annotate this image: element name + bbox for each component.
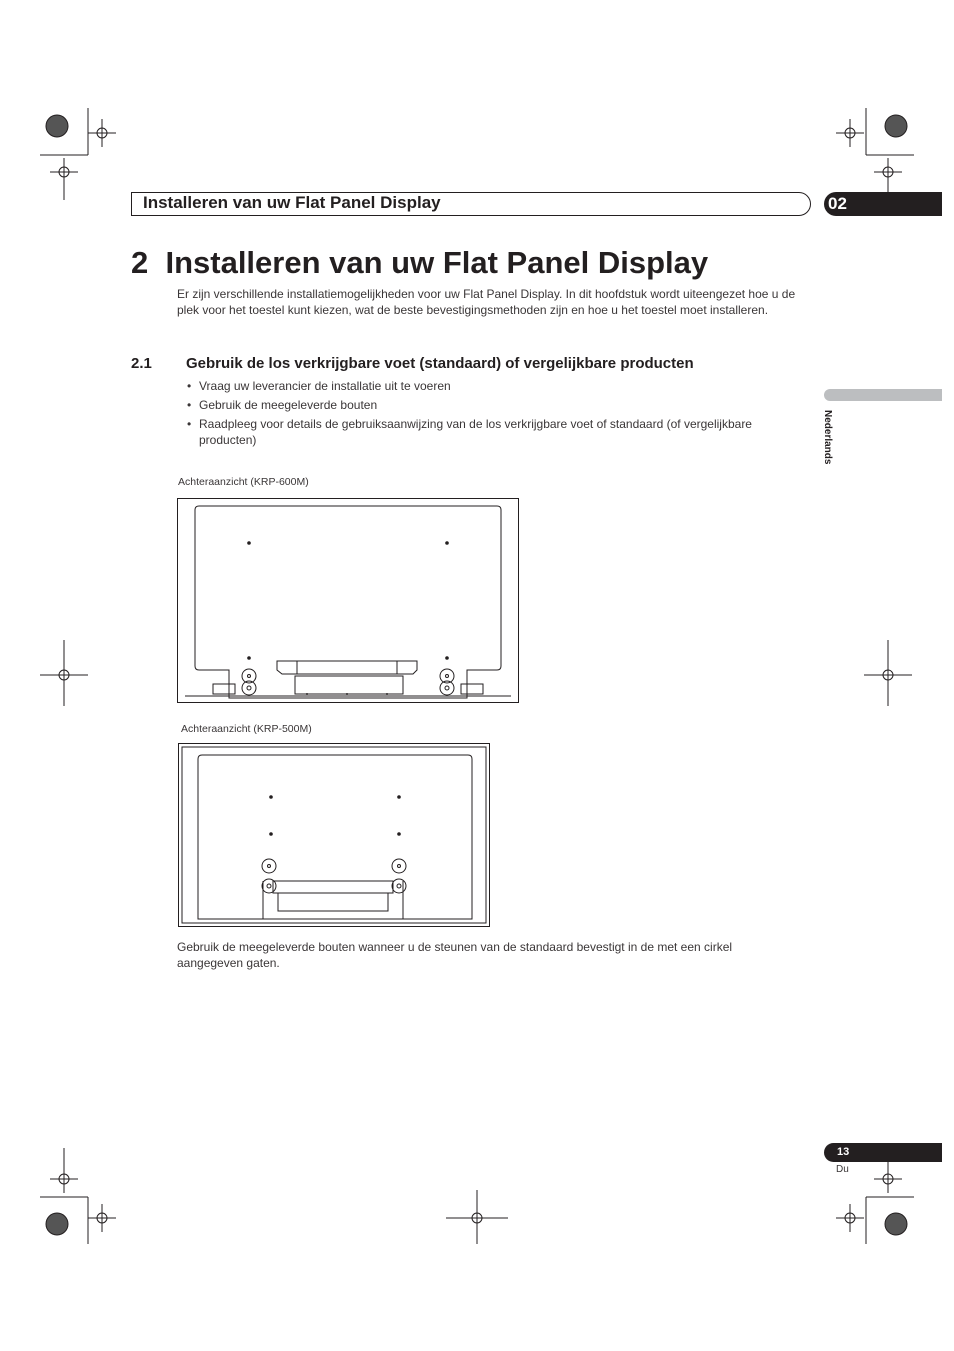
list-item-text: Raadpleeg voor details de gebruiksaanwijzing van de los verkrijgbare voet of standaard (of vergelijkbare producten) — [199, 417, 752, 447]
list-item-text: Vraag uw leverancier de installatie uit te voeren — [199, 379, 451, 393]
figure-caption-krp500m: Achteraanzicht (KRP-500M) — [181, 723, 312, 735]
list-item — [187, 378, 807, 394]
footer-note: Gebruik de meegeleverde bouten wanneer u de steunen van de standaard bevestigt in de met een cirkel aangegeven gaten. — [177, 940, 733, 970]
rear-view-krp500m-diagram — [178, 743, 491, 927]
rear-view-krp600m-diagram — [177, 498, 520, 703]
page-number: 13 — [837, 1146, 850, 1158]
list-item-text: Gebruik de meegeleverde bouten — [199, 398, 378, 412]
list-item — [187, 416, 807, 448]
page-language-code: Du — [836, 1164, 849, 1175]
instruction-list — [187, 378, 807, 451]
chapter-intro: Er zijn verschillende installatiemogelijkheden voor uw Flat Panel Display. In dit hoofdstuk wordt uiteengezet hoe u de plek voor het toestel kunt kiezen, wat de beste bevestigingsmethoden zijn en hoe u het toestel moet installeren. — [177, 287, 796, 317]
figure-caption-krp600m: Achteraanzicht (KRP-600M) — [178, 476, 309, 488]
language-label-text: Nederlands — [822, 410, 833, 465]
language-tab — [824, 389, 942, 401]
running-header-title: Installeren van uw Flat Panel Display — [143, 193, 441, 212]
list-item — [187, 397, 807, 413]
section-heading — [131, 354, 694, 373]
section-title: Gebruik de los verkrijgbare voet (standaard) of vergelijkbare producten — [186, 355, 694, 372]
chapter-heading: 2 Installeren van uw Flat Panel Display — [131, 245, 709, 280]
chapter-number: 02 — [828, 194, 847, 213]
bullet-icon: • — [187, 398, 192, 412]
bullet-icon: • — [187, 379, 192, 393]
language-label — [822, 410, 840, 480]
bullet-icon: • — [187, 417, 192, 431]
section-number: 2.1 — [131, 355, 152, 372]
